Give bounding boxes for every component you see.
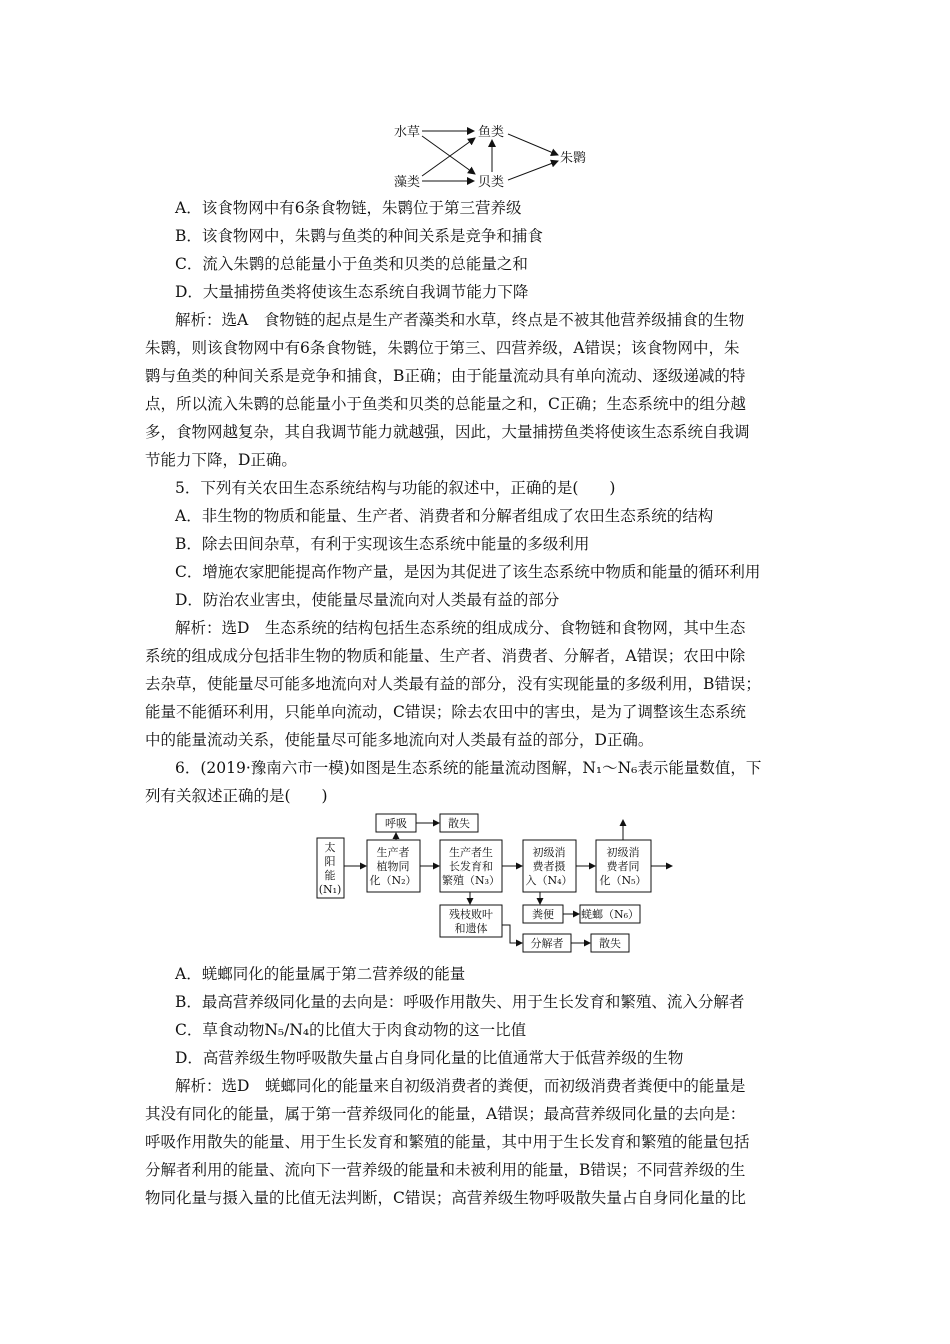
q4-option-a: A．该食物网中有6条食物链，朱鹮位于第三营养级 (175, 199, 522, 217)
q5-option-b: B．除去田间杂草，有利于实现该生态系统中能量的多级利用 (175, 535, 590, 553)
q4-option-d: D．大量捕捞鱼类将使该生态系统自我调节能力下降 (175, 283, 529, 301)
food-web-diagram (380, 118, 600, 198)
label-respiration: 呼吸 (385, 817, 407, 830)
label-producer-assim: 植物同 (376, 860, 410, 873)
q6-analysis-line: 呼吸作用散失的能量、用于生长发育和繁殖的能量，其中用于生长发育和繁殖的能量包括 (145, 1133, 750, 1151)
label-primary-intake: 入（N₄） (525, 874, 573, 887)
arrow-zaolei-yulei (422, 138, 475, 176)
label-primary-intake: 费者摄 (532, 860, 566, 873)
q6-option-b: B．最高营养级同化量的去向是：呼吸作用散失、用于生长发育和繁殖、流入分解者 (175, 993, 745, 1011)
node-zaolei: 藻类 (394, 175, 421, 190)
label-dissipation-2: 散失 (599, 937, 621, 950)
q4-analysis-line: 多，食物网越复杂，其自我调节能力就越强，因此，大量捕捞鱼类将使该生态系统自我调 (145, 423, 750, 441)
label-producer-assim: 化（N₂） (369, 874, 417, 887)
label-primary-assim: 化（N₅） (599, 874, 647, 887)
q4-analysis-line: 鹮与鱼类的种间关系是竞争和捕食，B正确；由于能量流动具有单向流动、逐级递减的特 (145, 367, 746, 385)
label-producer-assim: 生产者 (376, 846, 410, 859)
label-decomposer: 分解者 (530, 937, 564, 950)
node-beilei: 贝类 (478, 175, 505, 190)
label-producer-growth: 繁殖（N₃） (441, 874, 501, 887)
q4-analysis-line: 节能力下降，D正确。 (145, 451, 297, 469)
q4-analysis-line: 点，所以流入朱鹮的总能量小于鱼类和贝类的总能量之和，C正确；生态系统中的组分越 (145, 395, 746, 413)
label-residue: 残枝败叶 (449, 908, 493, 921)
q5-option-c: C．增施农家肥能提高作物产量，是因为其促进了该生态系统中物质和能量的循环利用 (175, 563, 761, 581)
label-sun: (N₁) (318, 883, 342, 896)
q4-option-b: B．该食物网中，朱鹮与鱼类的种间关系是竞争和捕食 (175, 227, 543, 245)
q4-analysis-line: 解析：选A 食物链的起点是生产者藻类和水草，终点是不被其他营养级捕食的生物 (175, 311, 745, 329)
arrow-residue-decomposer (502, 925, 522, 943)
label-sun: 能 (324, 869, 336, 882)
label-primary-assim: 初级消 (606, 846, 640, 859)
node-yulei: 鱼类 (478, 125, 505, 140)
label-producer-growth: 长发育和 (449, 860, 493, 873)
node-shuicao: 水草 (394, 125, 421, 140)
q5-stem: 5．下列有关农田生态系统结构与功能的叙述中，正确的是( ) (175, 479, 616, 497)
label-producer-growth: 生产者生 (449, 846, 493, 859)
arrow-shuicao-beilei (422, 136, 475, 174)
q6-analysis-line: 分解者利用的能量、流向下一营养级的能量和未被利用的能量，B错误；不同营养级的生 (145, 1161, 746, 1179)
arrow-beilei-zhuhuan (508, 161, 558, 180)
label-sun: 太 (324, 841, 336, 854)
q5-option-d: D．防治农业害虫，使能量尽量流向对人类最有益的部分 (175, 591, 560, 609)
label-dissipation-1: 散失 (448, 817, 470, 830)
q6-stem: 列有关叙述正确的是( ) (145, 787, 328, 805)
q6-analysis-line: 其没有同化的能量，属于第一营养级同化的能量，A错误；最高营养级同化量的去向是： (145, 1105, 746, 1123)
arrow-yulei-zhuhuan (508, 134, 558, 155)
q5-analysis-line: 中的能量流动关系，使能量尽可能多地流向对人类最有益的部分，D正确。 (145, 731, 654, 749)
q5-option-a: A．非生物的物质和能量、生产者、消费者和分解者组成了农田生态系统的结构 (175, 507, 714, 525)
q4-option-c: C．流入朱鹮的总能量小于鱼类和贝类的总能量之和 (175, 255, 528, 273)
q6-analysis-line: 解析：选D 蜣螂同化的能量来自初级消费者的粪便，而初级消费者粪便中的能量是 (175, 1077, 746, 1095)
q5-analysis-line: 系统的组成成分包括非生物的物质和能量、生产者、消费者、分解者，A错误；农田中除 (145, 647, 746, 665)
label-primary-assim: 费者同 (606, 860, 640, 873)
q5-analysis-line: 去杂草，使能量尽可能多地流向对人类最有益的部分，没有实现能量的多级利用，B错误； (145, 675, 761, 693)
label-sun: 阳 (324, 855, 336, 868)
label-residue: 和遗体 (454, 922, 488, 935)
q6-option-c: C．草食动物N₅/N₄的比值大于肉食动物的这一比值 (175, 1021, 527, 1039)
q6-option-a: A．蜣螂同化的能量属于第二营养级的能量 (175, 965, 466, 983)
node-zhuhuan: 朱鹮 (560, 151, 587, 166)
q6-analysis-line: 物同化量与摄入量的比值无法判断，C错误；高营养级生物呼吸散失量占自身同化量的比 (145, 1189, 746, 1207)
q6-stem: 6．(2019·豫南六市一模)如图是生态系统的能量流动图解，N₁～N₆表示能量数值，下 (175, 759, 762, 777)
label-primary-intake: 初级消 (532, 846, 566, 859)
label-dung-beetle: 蜣螂（N₆） (580, 908, 640, 921)
energy-flow-diagram (310, 808, 680, 958)
q6-option-d: D．高营养级生物呼吸散失量占自身同化量的比值通常大于低营养级的生物 (175, 1049, 684, 1067)
label-feces: 粪便 (532, 908, 554, 921)
q4-analysis-line: 朱鹮，则该食物网中有6条食物链，朱鹮位于第三、四营养级，A错误；该食物网中，朱 (145, 339, 740, 357)
q5-analysis-line: 解析：选D 生态系统的结构包括生态系统的组成成分、食物链和食物网，其中生态 (175, 619, 746, 637)
q5-analysis-line: 能量不能循环利用，只能单向流动，C错误；除去农田中的害虫，是为了调整该生态系统 (145, 703, 746, 721)
